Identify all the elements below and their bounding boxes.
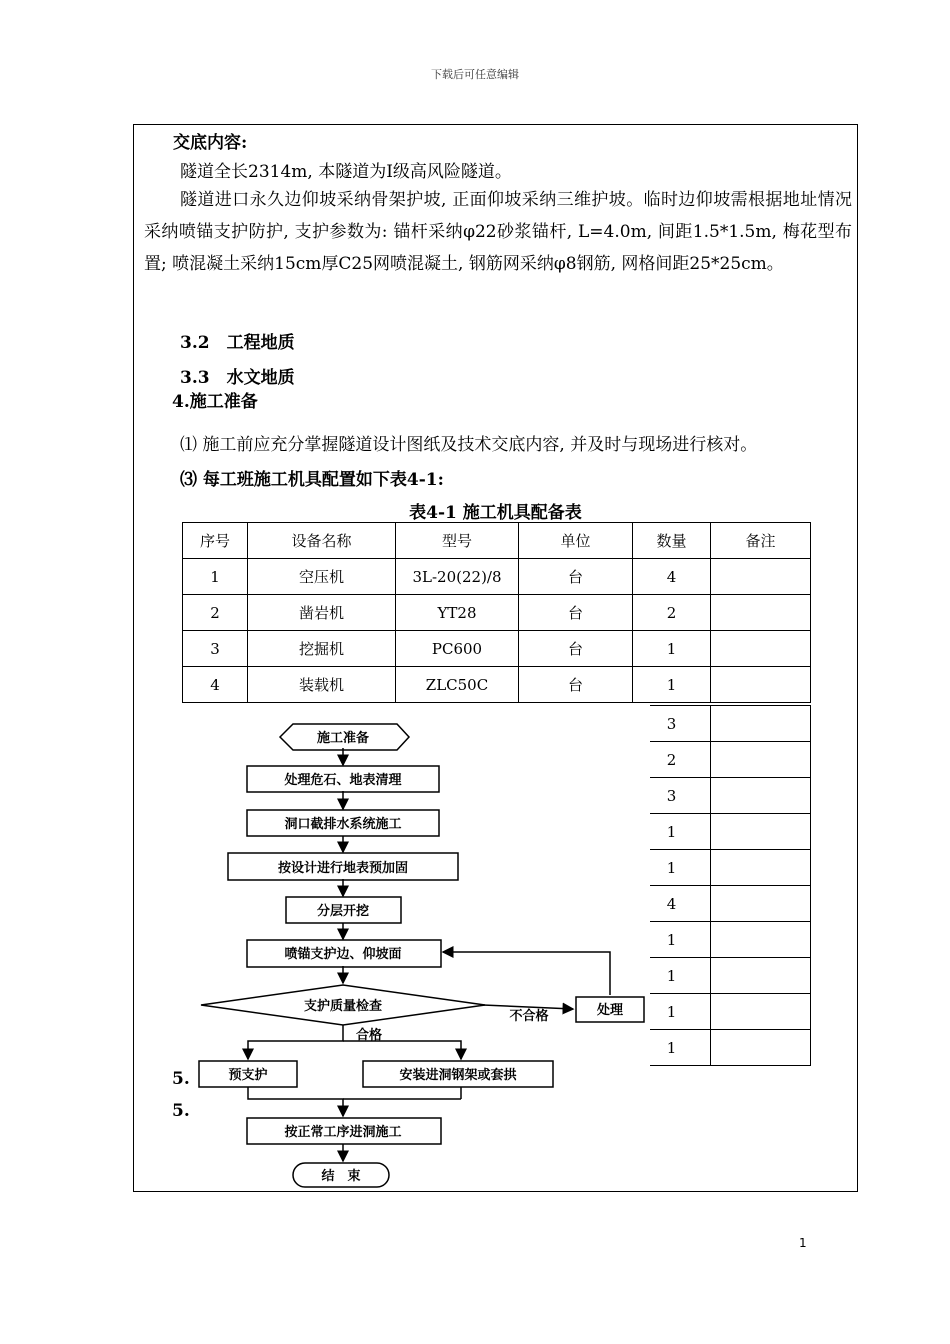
- equipment-table: [182, 522, 811, 703]
- table-cell: 1: [633, 631, 711, 667]
- start-node-label: 施工准备: [316, 731, 370, 746]
- section-3-3-title: 3.3 水文地质: [180, 368, 295, 388]
- table-cell: 挖掘机: [248, 631, 396, 667]
- table-caption: 表4-1 施工机具配备表: [409, 503, 582, 523]
- header-cell: 设备名称: [248, 523, 396, 559]
- branch-left-label: 预支护: [228, 1068, 268, 1083]
- table-cell: 4: [633, 559, 711, 595]
- table-row: [183, 559, 811, 595]
- decision-label: 支护质量检查: [303, 999, 383, 1014]
- remark-cell: [711, 850, 811, 886]
- qty-cell: 1: [633, 994, 711, 1030]
- branch-right-label: 安装进洞钢架或套拱: [399, 1068, 517, 1083]
- table-row: [633, 814, 811, 850]
- remark-cell: [711, 922, 811, 958]
- table-row: [633, 778, 811, 814]
- left-branch-arrow: [248, 1025, 343, 1059]
- table-cell: [711, 631, 811, 667]
- remark-cell: [711, 994, 811, 1030]
- section-5-marker: 5.: [172, 1101, 190, 1121]
- prep-item-1: ⑴ 施工前应充分掌握隧道设计图纸及技术交底内容, 并及时与现场进行核对。: [180, 435, 758, 455]
- table-cell: 1: [183, 559, 248, 595]
- slope-protection-paragraph: 隧道进口永久边仰坡采纳骨架护坡, 正面仰坡采纳三维护坡。临时边仰坡需根据地址情况采纳喷锚支护防护, 支护参数为: 锚杆采纳φ22砂浆锚杆, L=4.0m, 间距1.5*1.5m, 梅花型布置; 喷混凝土采纳15cm厚C25网喷混凝土, 钢筋网采纳φ8钢筋, 网格间距25*25cm。: [144, 190, 852, 274]
- fail-label: 不合格: [509, 1009, 549, 1024]
- table-row: [633, 922, 811, 958]
- pass-label: 合格: [355, 1028, 383, 1043]
- rework-loop-arrow: [443, 952, 610, 995]
- section-4-title: 4.施工准备: [172, 392, 258, 412]
- table-cell: 台: [519, 559, 633, 595]
- table-cell: 3L-20(22)/8: [396, 559, 519, 595]
- table-cell: 台: [519, 595, 633, 631]
- table-cell: 凿岩机: [248, 595, 396, 631]
- table-row: [633, 886, 811, 922]
- table-cell: 3: [183, 631, 248, 667]
- table-header-row: [183, 523, 811, 559]
- section-5-marker: 5.: [172, 1069, 190, 1089]
- qty-cell: 3: [633, 706, 711, 742]
- table-cell: 台: [519, 667, 633, 703]
- table-row: [633, 1030, 811, 1066]
- step-label: 洞口截排水系统施工: [284, 817, 402, 832]
- page-number: 1: [799, 1236, 807, 1250]
- header-cell: 序号: [183, 523, 248, 559]
- tunnel-length-paragraph: 隧道全长2314m, 本隧道为Ⅰ级高风险隧道。: [180, 162, 512, 182]
- qty-cell: 4: [633, 886, 711, 922]
- remark-cell: [711, 778, 811, 814]
- content-heading: 交底内容:: [173, 133, 248, 153]
- table-cell: 装载机: [248, 667, 396, 703]
- table-cell: PC600: [396, 631, 519, 667]
- right-branch-arrow: [343, 1041, 461, 1059]
- qty-cell: 1: [633, 814, 711, 850]
- qty-cell: 1: [633, 1030, 711, 1066]
- table-cell: 空压机: [248, 559, 396, 595]
- end-node-label: 结 束: [321, 1169, 361, 1184]
- header-cell: 单位: [519, 523, 633, 559]
- remark-cell: [711, 886, 811, 922]
- table-cell: 2: [183, 595, 248, 631]
- table-cell: ZLC50C: [396, 667, 519, 703]
- table-row: [183, 667, 811, 703]
- step-label: 按设计进行地表预加固: [277, 861, 409, 876]
- partial-quantity-table: [632, 705, 811, 1066]
- qty-cell: 3: [633, 778, 711, 814]
- table-cell: [711, 667, 811, 703]
- table-row: [633, 958, 811, 994]
- remark-cell: [711, 958, 811, 994]
- page-header-note: 下载后可任意编辑: [431, 68, 519, 81]
- table-cell: 2: [633, 595, 711, 631]
- section-3-2-title: 3.2 工程地质: [180, 333, 295, 353]
- table-row: [633, 994, 811, 1030]
- step-label: 按正常工序进洞施工: [284, 1125, 402, 1140]
- remark-cell: [711, 706, 811, 742]
- table-cell: [711, 595, 811, 631]
- table-row: [633, 742, 811, 778]
- portal-construction-flowchart: [183, 705, 650, 1191]
- table-cell: 4: [183, 667, 248, 703]
- flowchart-svg: [183, 705, 650, 1191]
- qty-cell: 1: [633, 850, 711, 886]
- table-cell: 台: [519, 631, 633, 667]
- table-row: [633, 850, 811, 886]
- table-row: [633, 706, 811, 742]
- remark-cell: [711, 742, 811, 778]
- fail-action-label: 处理: [596, 1003, 624, 1018]
- header-cell: 备注: [711, 523, 811, 559]
- step-label: 处理危石、地表清理: [284, 773, 402, 788]
- qty-cell: 2: [633, 742, 711, 778]
- table-cell: YT28: [396, 595, 519, 631]
- table-cell: [711, 559, 811, 595]
- table-row: [183, 595, 811, 631]
- qty-cell: 1: [633, 922, 711, 958]
- qty-cell: 1: [633, 958, 711, 994]
- remark-cell: [711, 814, 811, 850]
- step-label: 喷锚支护边、仰坡面: [284, 947, 402, 962]
- table-row: [183, 631, 811, 667]
- step-label: 分层开挖: [316, 904, 370, 919]
- prep-item-3: ⑶ 每工班施工机具配置如下表4-1:: [180, 470, 444, 490]
- remark-cell: [711, 1030, 811, 1066]
- table-cell: 1: [633, 667, 711, 703]
- header-cell: 型号: [396, 523, 519, 559]
- header-cell: 数量: [633, 523, 711, 559]
- merge-arrow: [248, 1087, 343, 1116]
